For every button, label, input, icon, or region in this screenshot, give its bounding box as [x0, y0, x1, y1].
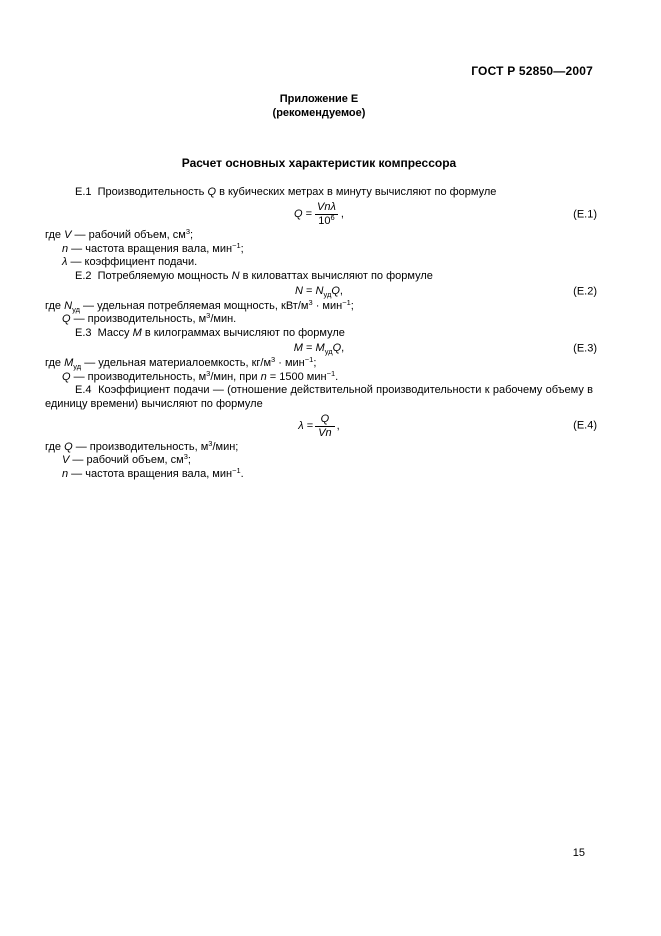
section-e1-where — [45, 229, 593, 269]
page-title: Расчет основных характеристик компрессора — [181, 156, 457, 170]
section-e4-where — [45, 438, 593, 481]
text-column — [45, 0, 597, 481]
section-e2-intro: Е.2 Потребляемую мощность N в киловаттах вычисляют по формуле — [75, 269, 433, 282]
section-e2 — [45, 269, 597, 327]
formula-e1-row — [45, 201, 597, 228]
section-e1 — [45, 186, 597, 270]
formula-e4: λ = $\frac{Q}{Vn}$ , — [298, 412, 340, 439]
section-e2-where — [45, 300, 593, 327]
section-e3 — [45, 326, 597, 384]
where-line: n — частота вращения вала, мин$^{-1}$; — [62, 240, 244, 255]
formula-e3-label: (Е.3) — [573, 342, 597, 355]
formula-e2-row — [45, 285, 597, 300]
section-e3-where — [45, 357, 593, 384]
where-line: где Q — производительность, $м^3$/мин; — [45, 438, 239, 453]
formula-e2-label: (Е.2) — [573, 285, 597, 298]
section-e4 — [45, 384, 597, 481]
doc-code: ГОСТ Р 52850—2007 — [471, 64, 593, 78]
appendix-heading: Приложение Е — [279, 93, 359, 105]
where-line: где $M_{уд}$ — удельная материалоемкость, $кг/м^3 \cdot мин^{-1}$; — [45, 355, 317, 372]
formula-e4-row — [45, 412, 597, 440]
formula-e3: $M = M_{уд}Q$, — [293, 342, 345, 357]
section-e3-intro: Е.3 Массу M в килограммах вычисляют по формуле — [75, 326, 345, 339]
section-e1-intro: Е.1 Производительность Q в кубических метрах в минуту вычисляют по формуле — [75, 186, 497, 198]
page-number: 15 — [572, 847, 585, 859]
where-line: λ — коэффициент подачи. — [62, 256, 198, 269]
where-line: V — рабочий объем, $см^3$; — [62, 452, 191, 467]
appendix-kind: (рекомендуемое) — [272, 106, 366, 119]
where-line: n — частота вращения вала, мин$^{-1}$. — [62, 465, 244, 480]
formula-e4-label: (Е.4) — [573, 419, 597, 432]
section-e4-intro: Е.4 Коэффициент подачи — (отношение действительной производительности к рабочему объему в единицу времени) вычисляют по формуле — [45, 384, 593, 410]
where-line: где V — рабочий объем, $см^3$; — [45, 227, 194, 242]
where-line: где $N_{уд}$ — удельная потребляемая мощность, кВт/$м^3 \cdot мин^{-1}$; — [45, 298, 354, 315]
formula-e2: $N = N_{уд}Q$, — [295, 285, 343, 300]
where-line: Q — производительность, $м^3$/мин, при n = 1500 мин$^{-1}$. — [62, 368, 339, 383]
formula-e1-label: (Е.1) — [573, 208, 597, 221]
where-line: Q — производительность, $м^3$/мин. — [62, 311, 237, 326]
formula-e3-row — [45, 342, 597, 357]
formula-e1: Q = $\frac{\text{Vnλ}}{10^6}$ , — [294, 201, 344, 228]
